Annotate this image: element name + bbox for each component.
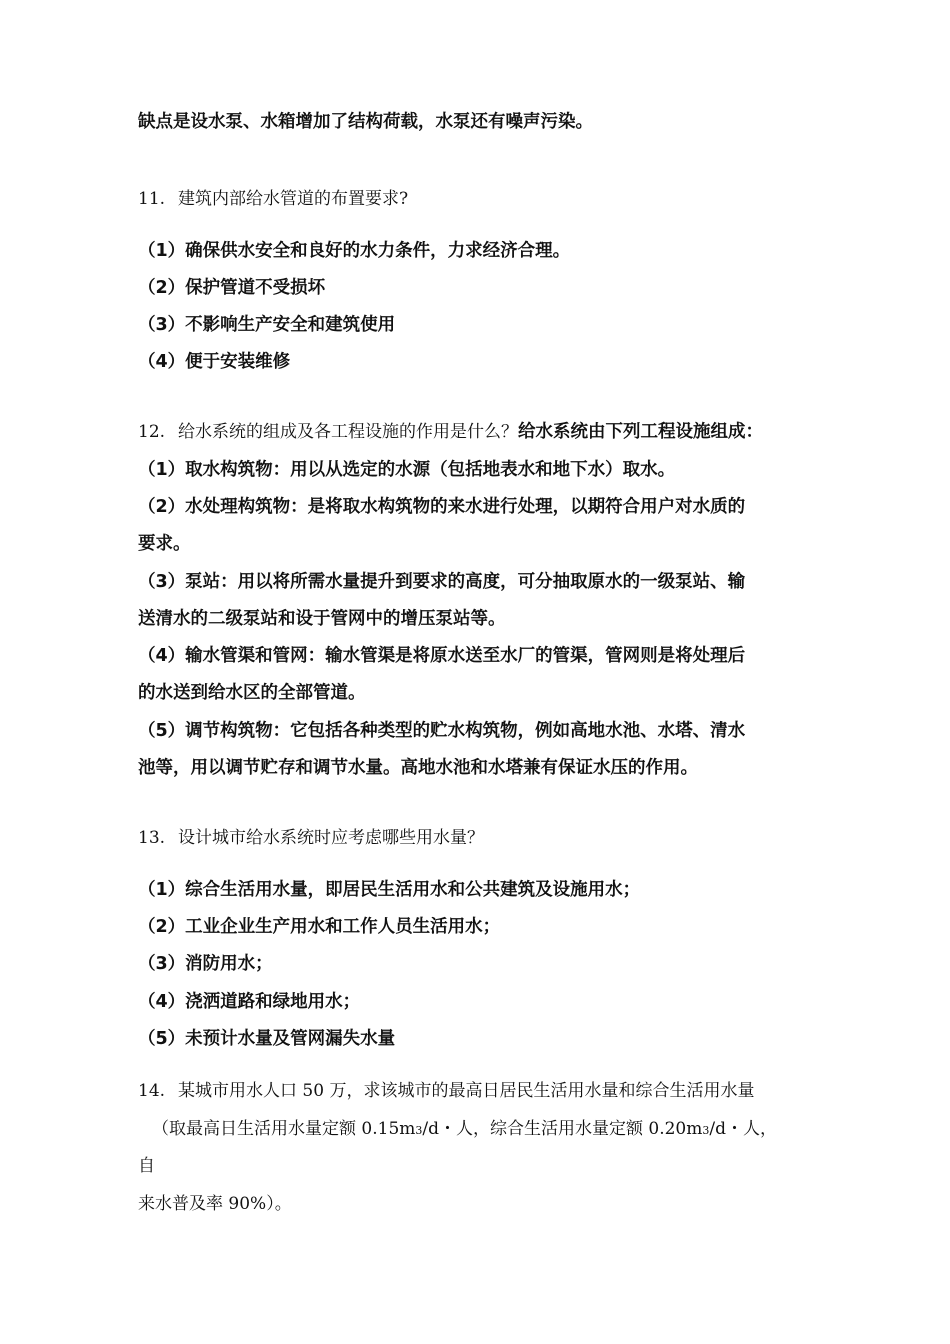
answer-line: （1）综合生活用水量，即居民生活用水和公共建筑及设施用水； — [138, 880, 641, 900]
question-number: 13. — [138, 828, 166, 848]
question-text-part: /d・人，综合生活用水量定额 0.20m — [422, 1119, 703, 1139]
answer-line: （3）不影响生产安全和建筑使用 — [138, 315, 396, 335]
superscript: 3 — [702, 1124, 710, 1137]
question-number: 12. — [138, 422, 166, 442]
question-14 — [138, 1079, 754, 1103]
question-13 — [138, 826, 484, 850]
answer-line: （4）浇洒道路和绿地用水； — [138, 992, 361, 1012]
answer-line: （3）消防用水； — [138, 954, 273, 974]
answer-line: （2）水处理构筑物：是将取水构筑物的来水进行处理，以期符合用户对水质的 — [138, 497, 746, 517]
question-text: 建筑内部给水管道的布置要求? — [178, 189, 409, 209]
question-14-line-2 — [152, 1117, 777, 1143]
answer-lead: 给水系统由下列工程设施组成： — [518, 422, 763, 442]
question-number: 14. — [138, 1081, 166, 1101]
question-text-part: /d・人， — [709, 1119, 777, 1139]
intro-text: 缺点是设水泵、水箱增加了结构荷载，水泵还有噪声污染。 — [138, 112, 593, 132]
answer-line: 池等，用以调节贮存和调节水量。高地水池和水塔兼有保证水压的作用。 — [138, 758, 698, 778]
answer-line: 的水送到给水区的全部管道。 — [138, 683, 366, 703]
answer-line: （4）输水管渠和管网：输水管渠是将原水送至水厂的管渠，管网则是将处理后 — [138, 646, 746, 666]
question-14-line-3: 自 — [138, 1156, 155, 1176]
answer-line: （2）工业企业生产用水和工作人员生活用水； — [138, 917, 501, 937]
answer-line: （1）确保供水安全和良好的水力条件，力求经济合理。 — [138, 241, 571, 261]
answer-line: （3）泵站：用以将所需水量提升到要求的高度，可分抽取原水的一级泵站、输 — [138, 572, 746, 592]
answer-line: （1）取水构筑物：用以从选定的水源（包括地表水和地下水）取水。 — [138, 460, 676, 480]
question-text: 给水系统的组成及各工程设施的作用是什么？ — [178, 422, 518, 442]
answer-line: （2）保护管道不受损坏 — [138, 278, 326, 298]
answer-line: 送清水的二级泵站和设于管网中的增压泵站等。 — [138, 609, 506, 629]
question-text: 设计城市给水系统时应考虑哪些用水量？ — [178, 828, 484, 848]
question-11 — [138, 187, 408, 211]
question-14-line-4: 来水普及率 90%）。 — [138, 1194, 292, 1214]
superscript: 3 — [415, 1124, 423, 1137]
answer-line: 要求。 — [138, 534, 191, 554]
answer-line: （5）调节构筑物：它包括各种类型的贮水构筑物，例如高地水池、水塔、清水 — [138, 721, 746, 741]
question-text-part: （取最高日生活用水量定额 0.15m — [152, 1119, 416, 1139]
answer-line: （5）未预计水量及管网漏失水量 — [138, 1029, 396, 1049]
question-12 — [138, 420, 763, 444]
question-text: 某城市用水人口 50 万，求该城市的最高日居民生活用水量和综合生活用水量 — [178, 1081, 755, 1101]
question-number: 11. — [138, 189, 166, 209]
answer-line: （4）便于安装维修 — [138, 352, 291, 372]
